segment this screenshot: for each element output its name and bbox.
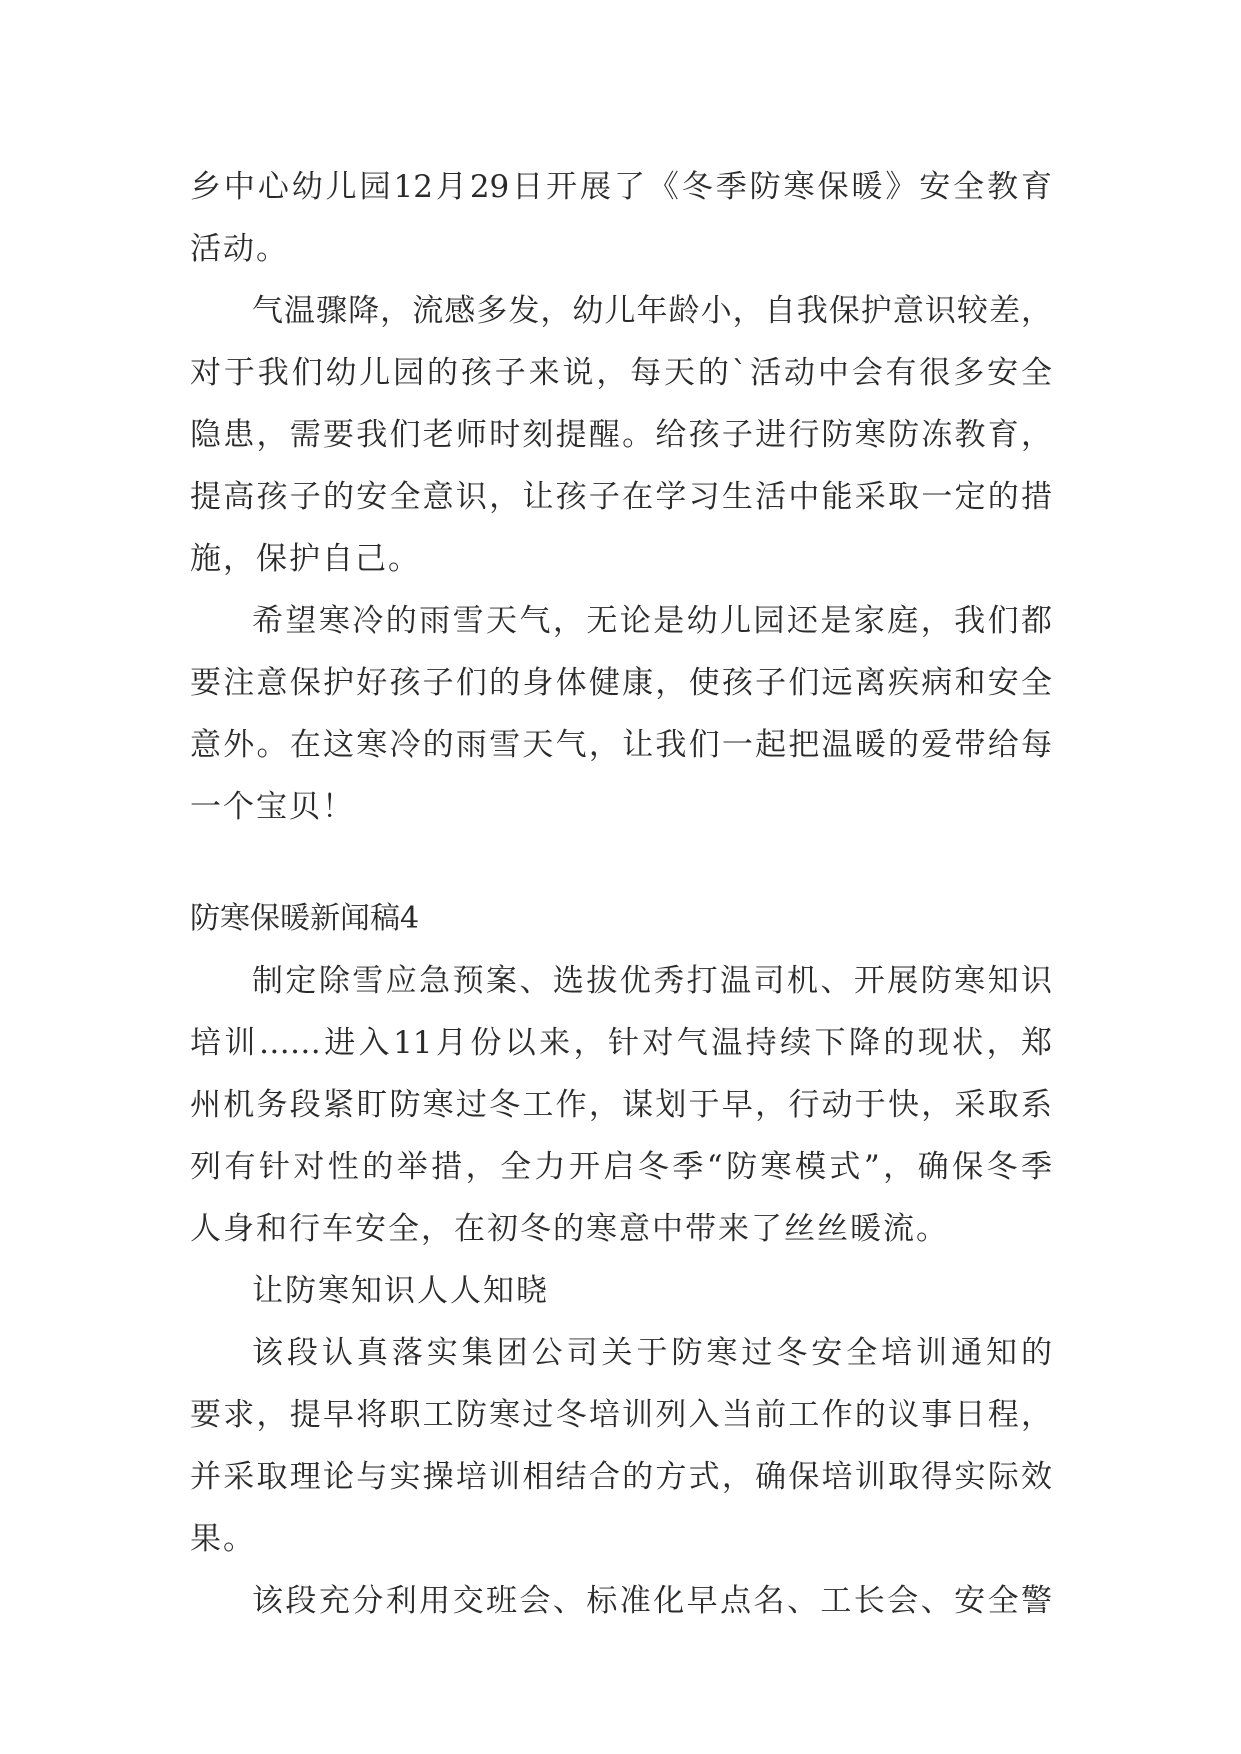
text-line: 乡中心幼儿园12月29日开展了《冬季防寒保暖》安全教育 (190, 169, 1052, 205)
text-line: 希望寒冷的雨雪天气，无论是幼儿园还是家庭，我们都 (252, 603, 1052, 639)
text-line: 制定除雪应急预案、选拔优秀打温司机、开展防寒知识 (252, 963, 1052, 999)
text-line: 果。 (190, 1521, 256, 1557)
text-line: 一个宝贝！ (190, 789, 355, 825)
text-line: 该段认真落实集团公司关于防寒过冬安全培训通知的 (252, 1335, 1052, 1371)
paragraph (190, 1574, 1052, 1636)
text-line: 人身和行车安全，在初冬的寒意中带来了丝丝暖流。 (190, 1211, 949, 1247)
text-line: 要注意保护好孩子们的身体健康，使孩子们远离疾病和安全 (190, 665, 1052, 701)
text-line: 并采取理论与实操培训相结合的方式，确保培训取得实际效 (190, 1459, 1052, 1495)
paragraph (190, 160, 1052, 284)
section-heading: 防寒保暖新闻稿4 (190, 901, 420, 936)
text-line: 隐患，需要我们老师时刻提醒。给孩子进行防寒防冻教育， (190, 417, 1052, 453)
paragraph (190, 1326, 1052, 1574)
text-line: 施，保护自己。 (190, 541, 421, 577)
text-line: 州机务段紧盯防寒过冬工作，谋划于早，行动于快，采取系 (190, 1087, 1052, 1123)
text-line: 意外。在这寒冷的雨雪天气，让我们一起把温暖的爱带给每 (190, 727, 1052, 763)
spacer (190, 842, 1052, 892)
paragraph (190, 284, 1052, 594)
paragraph (190, 954, 1052, 1264)
text-line: 气温骤降，流感多发，幼儿年龄小，自我保护意识较差， (252, 293, 1052, 329)
text-line: 该段充分利用交班会、标准化早点名、工长会、安全警 (252, 1583, 1052, 1619)
text-line: 对于我们幼儿园的孩子来说，每天的`活动中会有很多安全 (190, 355, 1052, 391)
text-line: 要求，提早将职工防寒过冬培训列入当前工作的议事日程， (190, 1397, 1052, 1433)
text-line: 活动。 (190, 231, 289, 267)
document-body (190, 160, 1052, 1636)
text-line: 提高孩子的安全意识，让孩子在学习生活中能采取一定的措 (190, 479, 1052, 515)
paragraph (190, 594, 1052, 842)
subheading: 让防寒知识人人知晓 (252, 1273, 549, 1309)
text-line: 列有针对性的举措，全力开启冬季“防寒模式”，确保冬季 (190, 1149, 1052, 1185)
paragraph (190, 1264, 1052, 1326)
text-line: 培训……进入11月份以来，针对气温持续下降的现状，郑 (190, 1025, 1052, 1061)
